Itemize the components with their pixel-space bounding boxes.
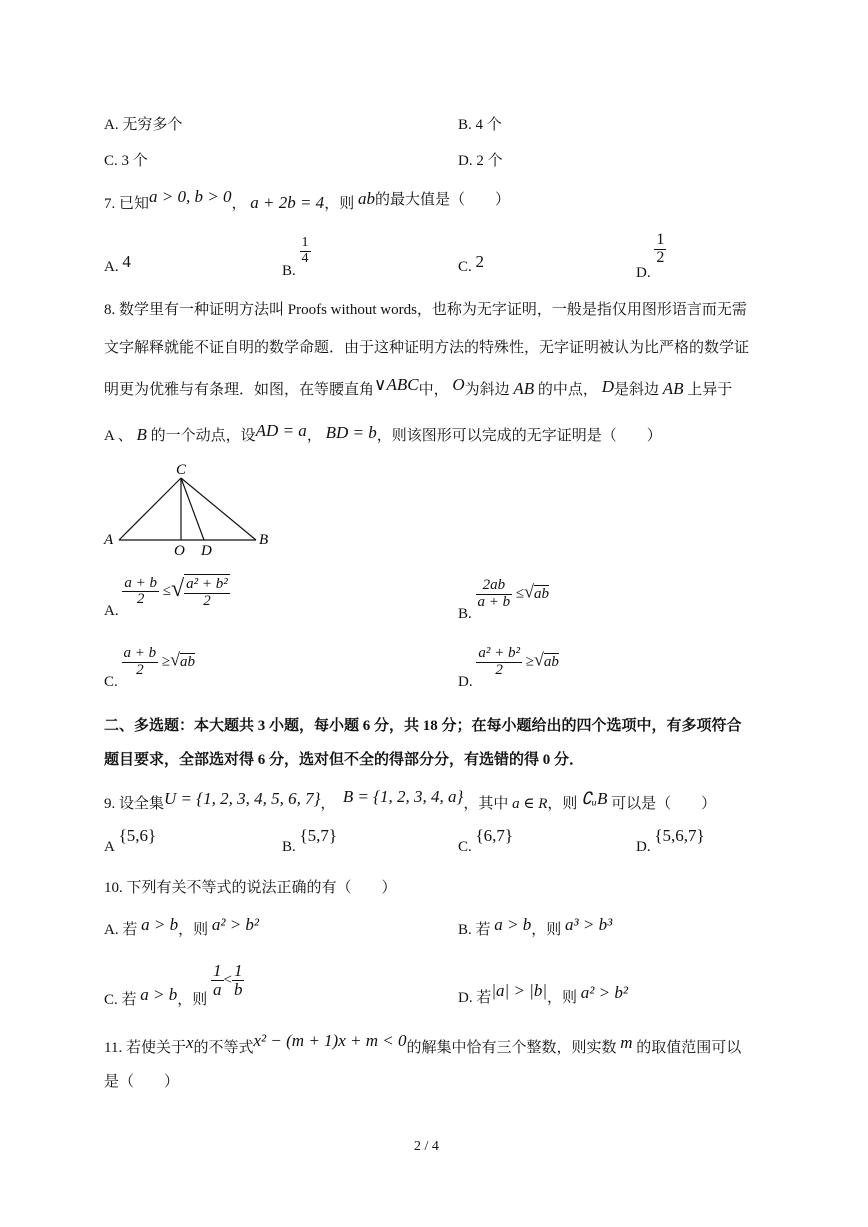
q8-option-a: A. $\frac{a + b}{2}$ ≤√ $\frac{\text{a² + b²}}{2}$ bbox=[104, 574, 228, 620]
q6-option-b: B. 4 个 bbox=[458, 117, 502, 133]
q9-option-a: A {5,6} bbox=[104, 826, 157, 855]
label-c: C bbox=[176, 462, 187, 478]
q6-option-a: A. 无穷多个 bbox=[104, 117, 183, 133]
question-11-line-1: 11. 若使关于x的不等式x² − (m + 1)x + m < 0的解集中恰有三个整数，则实数 m 的取值范围可以 bbox=[104, 1031, 742, 1056]
page-number: 2 / 4 bbox=[414, 1139, 439, 1154]
leg-ac bbox=[119, 478, 181, 540]
question-10-stem: 10. 下列有关不等式的说法正确的有（ ） bbox=[104, 880, 397, 896]
q9-option-c: C. {6,7} bbox=[458, 826, 514, 855]
q7-option-a: A. 4 bbox=[104, 252, 131, 275]
label-b: B bbox=[259, 532, 269, 548]
q7-option-b: B. $\frac{1}{4}$ bbox=[282, 235, 309, 279]
q10-option-b: B. 若 a > b，则 a³ > b³ bbox=[458, 915, 613, 938]
q8-option-d: D. $\frac{\text{a² + b²}}{2}$ ≥√ab bbox=[458, 645, 559, 690]
q8-option-c: C. $\frac{a + b}{2}$ ≥√ab bbox=[104, 645, 196, 690]
question-11-line-2: 是（ ） bbox=[104, 1074, 180, 1090]
question-7-stem: 7. 已知a > 0, b > 0， a + 2b = 4，则 ab的最大值是（ ） bbox=[104, 187, 510, 212]
q9-option-d: D. {5,6,7} bbox=[636, 826, 705, 855]
q10-option-a: A. 若 a > b，则 a² > b² bbox=[104, 915, 260, 938]
q8-option-b: B. $\frac{2ab}{a + b}$ ≤√ab bbox=[458, 577, 550, 622]
triangle-figure bbox=[100, 458, 280, 558]
q7-option-c: C. 2 bbox=[458, 252, 485, 275]
label-a: A bbox=[104, 532, 114, 548]
q6-option-d: D. 2 个 bbox=[458, 153, 503, 169]
question-8-line-2: 文字解释就能不证自明的数学命题．由于这种证明方法的特殊性，无字证明被认为比严格的数学证 bbox=[104, 340, 750, 356]
label-o: O bbox=[174, 543, 185, 558]
q10-option-d: D. 若|a| > |b|，则 a² > b² bbox=[458, 981, 628, 1006]
q9-option-b: B. {5,7} bbox=[282, 826, 338, 855]
question-8-line-4: A 、 B 的一个动点，设AD = a， BD = b，则该图形可以完成的无字证明是（ ） bbox=[104, 421, 662, 444]
label-d: D bbox=[201, 543, 212, 558]
q10-option-c: C. 若 a > b，则 $\frac{1}{a}$ < $\frac{1}{b}$ bbox=[104, 961, 243, 1008]
question-8-line-1: 8. 数学里有一种证明方法叫 Proofs without words，也称为无字证明，一般是指仅用图形语言而无需 bbox=[104, 302, 747, 318]
section-2-heading-line-2: 题目要求，全部选对得 6 分，选对但不全的得部分分，有选错的得 0 分． bbox=[104, 752, 585, 768]
question-8-line-3: 明更为优雅与有条理．如图，在等腰直角∨ABC中， O为斜边 AB 的中点， D是斜边 AB 上异于 bbox=[104, 375, 733, 398]
q7-option-d: D. $\frac{1}{2}$ bbox=[636, 231, 665, 281]
q6-option-c: C. 3 个 bbox=[104, 153, 148, 169]
question-9-stem: 9. 设全集U = {1, 2, 3, 4, 5, 6, 7}， B = {1, 2, 3, 4, a}，其中 a ∈ R，则 ∁ᵤB 可以是（ ） bbox=[104, 787, 717, 812]
section-2-heading-line-1: 二、多选题：本大题共 3 小题，每小题 6 分，共 18 分；在每小题给出的四个选项中，有多项符合 bbox=[104, 718, 742, 734]
